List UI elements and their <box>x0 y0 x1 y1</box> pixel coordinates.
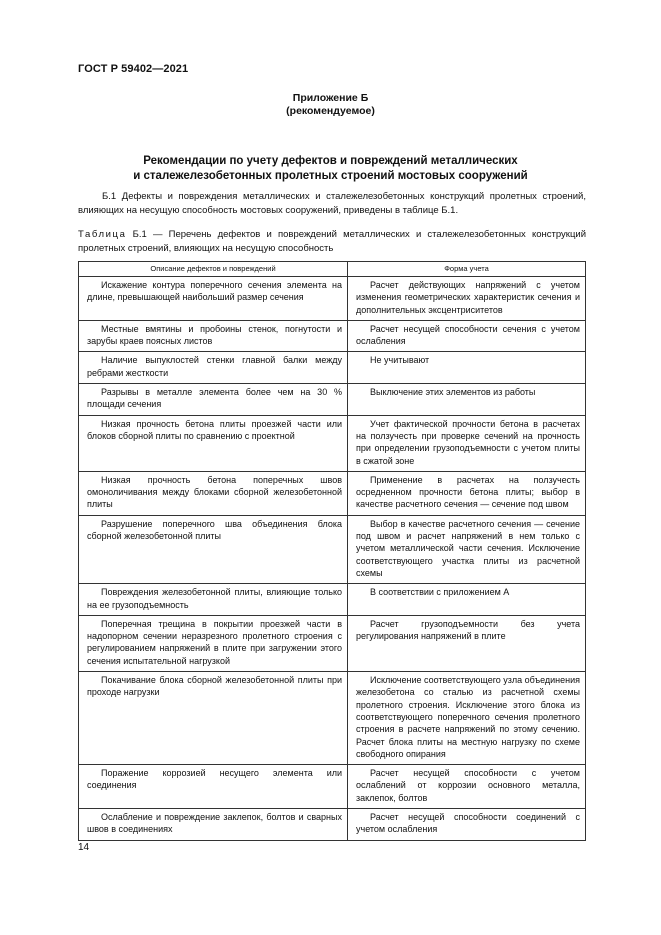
defect-cell <box>79 672 348 765</box>
accounting-form: Учет фактической прочности бетона в расчетах на ползучесть при проверке сечений на прочность при определении грузоподъемности с учетом плиты в сжатой зоне <box>356 418 580 466</box>
accounting-cell <box>348 584 586 616</box>
accounting-cell <box>348 352 586 384</box>
accounting-cell <box>348 415 586 471</box>
accounting-cell <box>348 515 586 583</box>
header-accounting-form: Форма учета <box>348 262 586 277</box>
defect-cell <box>79 808 348 840</box>
accounting-form: Выбор в качестве расчетного сечения — сечение под швом и расчет напряжений в нем только с учетом металлической части сечения. Исключение соответствующего участка плиты из расчетной схемы <box>356 518 580 578</box>
table-row <box>79 320 586 352</box>
defect-cell <box>79 584 348 616</box>
accounting-cell <box>348 277 586 321</box>
defect-description: Покачивание блока сборной железобетонной плиты при проходе нагрузки <box>87 675 342 698</box>
defect-description: Поражение коррозией несущего элемента или соединения <box>87 768 342 791</box>
table-row <box>79 415 586 471</box>
defect-cell <box>79 765 348 809</box>
table-row <box>79 808 586 840</box>
defect-cell <box>79 515 348 583</box>
accounting-form: Расчет действующих напряжений с учетом изменения геометрических характеристик сечения и дополнительных эксцентриситетов <box>356 280 580 315</box>
accounting-cell <box>348 808 586 840</box>
defect-description: Искажение контура поперечного сечения элемента на длине, превышающей наибольший размер сечения <box>87 280 342 303</box>
table-caption <box>78 228 586 256</box>
defect-cell <box>79 352 348 384</box>
intro-paragraph: Б.1 Дефекты и повреждения металлических и сталежелезобетонных конструкций пролетных строений, влияющих на несущую способность мостовых сооружений, приведены в таблице Б.1. <box>78 191 586 216</box>
accounting-form: Расчет несущей способности с учетом ослаблений от коррозии основного металла, заклепок, болтов <box>356 768 580 803</box>
table-caption-label: Таблица <box>78 229 127 240</box>
defect-description: Ослабление и повреждение заклепок, болтов и сварных швов в соединениях <box>87 811 342 835</box>
section-title-line-1: Рекомендации по учету дефектов и повреждений металлических <box>143 155 518 167</box>
accounting-cell <box>348 384 586 416</box>
accounting-form: В соответствии с приложением А <box>370 587 510 598</box>
standard-designation: ГОСТ Р 59402—2021 <box>78 63 189 75</box>
defect-description: Низкая прочность бетона поперечных швов омоноличивания между блоками сборной железобетонной плиты <box>87 474 342 510</box>
accounting-form: Применение в расчетах на ползучесть осредненном прочности бетона плиты; выбор в качестве расчетного сечения — сечение под швом <box>356 474 580 510</box>
defect-description: Повреждения железобетонной плиты, влияющие только на ее грузоподъемность <box>87 587 342 610</box>
appendix-heading <box>0 92 661 118</box>
defect-description: Разрывы в металле элемента более чем на 30 % площади сечения <box>87 387 342 410</box>
defect-cell <box>79 277 348 321</box>
defects-table <box>78 261 586 841</box>
table-row <box>79 515 586 583</box>
accounting-cell <box>348 320 586 352</box>
table-row <box>79 352 586 384</box>
accounting-form: Исключение соответствующего узла объединения железобетона со сталью из расчетной схемы пролетного строения. Исключение этого блока из соответствующего поперечного сечения пролетного строения в расчете напряжений по этому сечению. Расчет блока плиты на местную нагрузку по схеме свободного опирания <box>356 675 581 759</box>
defect-cell <box>79 471 348 515</box>
accounting-form: Расчет грузоподъемности без учета регулирования напряжений в плите <box>356 618 580 642</box>
table-row <box>79 765 586 809</box>
table-row <box>79 471 586 515</box>
section-title-line-2: и сталежелезобетонных пролетных строений мостовых сооружений <box>133 170 528 182</box>
table-row <box>79 615 586 671</box>
defect-cell <box>79 615 348 671</box>
table-caption-text: Б.1 — Перечень дефектов и повреждений металлических и сталежелезобетонных конструкций пролетных строений, влияющих на несущую способность <box>78 229 586 254</box>
accounting-form: Расчет несущей способности соединений с учетом ослабления <box>356 811 580 835</box>
defect-cell <box>79 320 348 352</box>
defect-cell <box>79 415 348 471</box>
defect-cell <box>79 384 348 416</box>
accounting-form: Выключение этих элементов из работы <box>370 387 536 398</box>
defect-description: Местные вмятины и пробоины стенок, погнутости и зарубы краев поясных листов <box>87 323 342 347</box>
header-defect-description: Описание дефектов и повреждений <box>79 262 348 277</box>
section-title <box>0 154 661 184</box>
table-header-row <box>79 262 586 277</box>
appendix-status: (рекомендуемое) <box>286 105 375 117</box>
defect-description: Наличие выпуклостей стенки главной балки между ребрами жесткости <box>87 355 342 378</box>
table-row <box>79 277 586 321</box>
accounting-cell <box>348 672 586 765</box>
accounting-cell <box>348 765 586 809</box>
accounting-cell <box>348 471 586 515</box>
page-number: 14 <box>78 842 90 853</box>
accounting-cell <box>348 615 586 671</box>
appendix-title: Приложение Б <box>292 92 369 104</box>
accounting-form: Расчет несущей способности сечения с учетом ослабления <box>356 323 580 347</box>
table-body <box>79 277 586 841</box>
defect-description: Разрушение поперечного шва объединения блока сборной железобетонной плиты <box>87 518 342 542</box>
table-row <box>79 384 586 416</box>
table-row <box>79 672 586 765</box>
table-row <box>79 584 586 616</box>
defect-description: Низкая прочность бетона плиты проезжей части или блоков сборной плиты по сравнению с проектной <box>87 418 342 441</box>
accounting-form: Не учитывают <box>370 355 430 366</box>
defect-description: Поперечная трещина в покрытии проезжей части в надопорном сечении неразрезного пролетного строения с регулированием напряжений в плите при загружении этого сечения испытательной нагрузкой <box>87 618 342 666</box>
